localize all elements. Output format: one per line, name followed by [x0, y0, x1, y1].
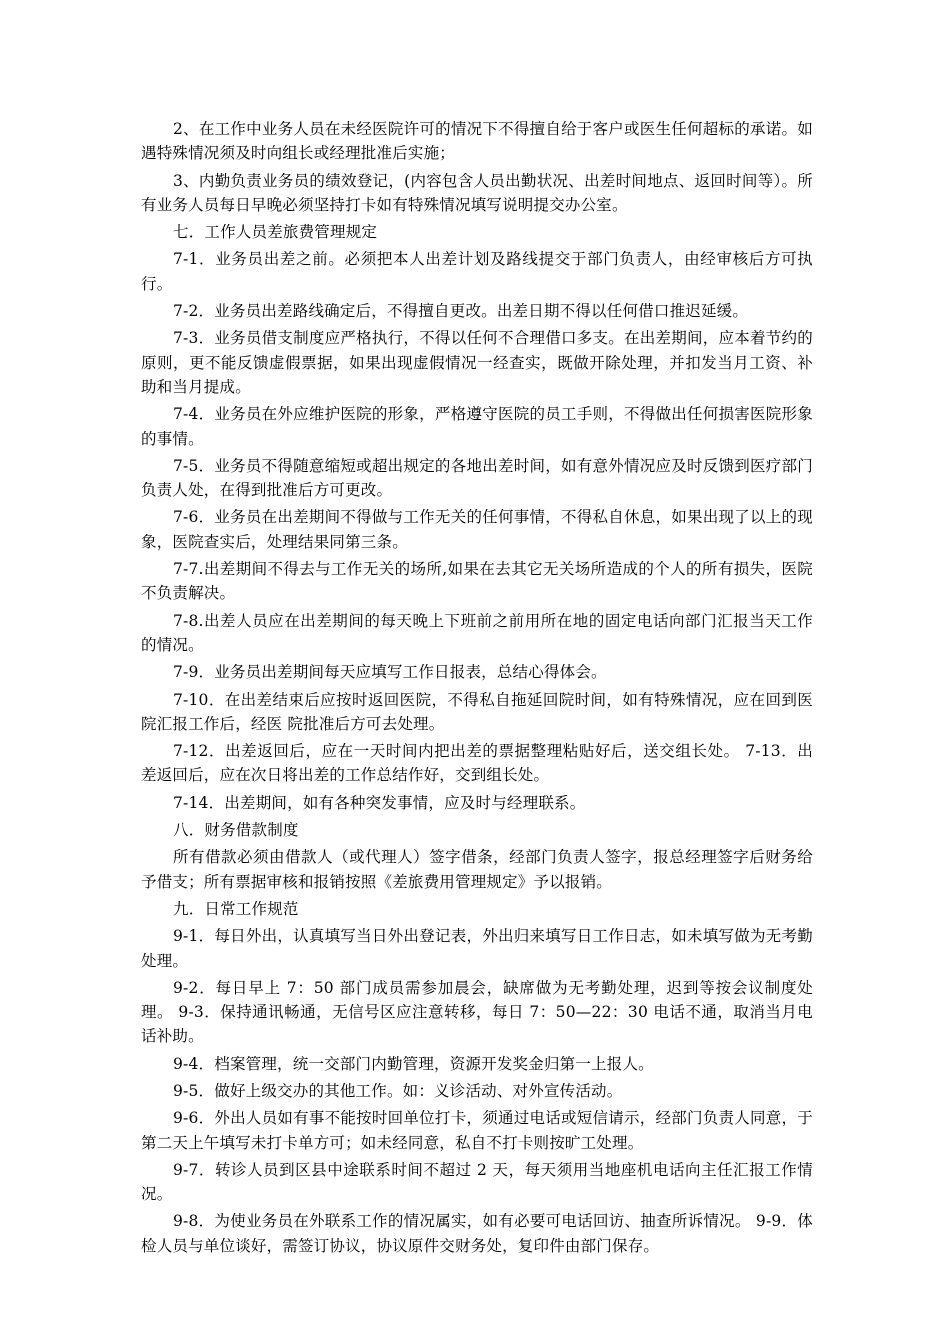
paragraph: 7-10．在出差结束后应按时返回医院，不得私自拖延回院时间，如有特殊情况，应在回到医院汇报工作后，经医 院批准后方可去处理。 [141, 690, 813, 733]
paragraph: 7-1．业务员出差之前。必须把本人出差计划及路线提交于部门负责人，由经审核后方可执行。 [141, 250, 813, 293]
paragraph: 7-8.出差人员应在出差期间的每天晚上下班前之前用所在地的固定电话向部门汇报当天工作的情况。 [141, 611, 813, 654]
paragraph: 7-6．业务员在出差期间不得做与工作无关的任何事情，不得私自休息，如果出现了以上的现象，医院查实后，处理结果同第三条。 [141, 508, 813, 551]
paragraph: 7-5．业务员不得随意缩短或超出规定的各地出差时间，如有意外情况应及时反馈到医疗部门负责人处，在得到批准后方可更改。 [141, 456, 813, 500]
paragraph: 7-7.出差期间不得去与工作无关的场所,如果在去其它无关场所造成的个人的所有损失，医院不负责解决。 [141, 560, 813, 603]
paragraph: 7-3．业务员借支制度应严格执行，不得以任何不合理借口多支。在出差期间，应本着节约的原则，更不能反馈虚假票据，如果出现虚假情况一经查实，既做开除处理，并扣发当月工资、补助和当月提成。 [141, 329, 813, 396]
paragraph: 9-6．外出人员如有事不能按时回单位打卡，须通过电话或短信请示，经部门负责人同意，于第二天上午填写未打卡单方可；如未经同意，私自不打卡则按旷工处理。 [141, 1109, 813, 1152]
paragraph: 9-5．做好上级交办的其他工作。如：义诊活动、对外宣传活动。 [173, 1081, 623, 1100]
paragraph: 所有借款必须由借款人（或代理人）签字借条，经部门负责人签字，报总经理签字后财务给予借支；所有票据审核和报销按照《差旅费用管理规定》予以报销。 [141, 848, 813, 891]
section-heading: 八．财务借款制度 [173, 821, 299, 840]
paragraph: 9-1．每日外出，认真填写当日外出登记表，外出归来填写日工作日志，如未填写做为无考勤处理。 [141, 927, 813, 970]
paragraph: 7-14．出差期间，如有各种突发事情，应及时与经理联系。 [173, 793, 586, 812]
paragraph: 3、内勤负责业务员的绩效登记，(内容包含人员出勤状况、出差时间地点、返回时间等）。所有业务人员每日早晚必须坚持打卡如有特殊情况填写说明提交办公室。 [141, 171, 813, 214]
document-body [141, 117, 813, 1261]
section-heading: 九．日常工作规范 [173, 899, 299, 918]
paragraph: 7-12．出差返回后，应在一天时间内把出差的票据整理粘贴好后，送交组长处。 7-13．出差返回后，应在次日将出差的工作总结作好，交到组长处。 [141, 742, 813, 785]
paragraph: 7-4．业务员在外应维护医院的形象，严格遵守医院的员工手则，不得做出任何损害医院形象的事情。 [141, 405, 813, 448]
paragraph: 9-7．转诊人员到区县中途联系时间不超过 2 天，每天须用当地座机电话向主任汇报工作情况。 [141, 1160, 813, 1204]
paragraph: 7-9．业务员出差期间每天应填写工作日报表，总结心得体会。 [173, 663, 607, 682]
paragraph: 2、在工作中业务人员在未经医院许可的情况下不得擅自给于客户或医生任何超标的承诺。如遇特殊情况须及时向组长或经理批准后实施； [141, 120, 813, 163]
paragraph: 9-2．每日早上 7：50 部门成员需参加晨会，缺席做为无考勤处理，迟到等按会议制度处理。 9-3．保持通讯畅通，无信号区应注意转移，每日 7：50—22：30 电话不通，取消当月电话补助。 [141, 978, 813, 1046]
paragraph: 9-4．档案管理，统一交部门内勤管理，资源开发奖金归第一上报人。 [173, 1054, 654, 1073]
paragraph: 7-2．业务员出差路线确定后，不得擅自更改。出差日期不得以任何借口推迟延缓。 [173, 302, 749, 321]
paragraph: 9-8．为使业务员在外联系工作的情况属实，如有必要可电话回访、抽查所诉情况。 9-9．体检人员与单位谈好，需签订协议，协议原件交财务处，复印件由部门保存。 [141, 1212, 813, 1255]
section-heading: 七．工作人员差旅费管理规定 [173, 223, 378, 242]
